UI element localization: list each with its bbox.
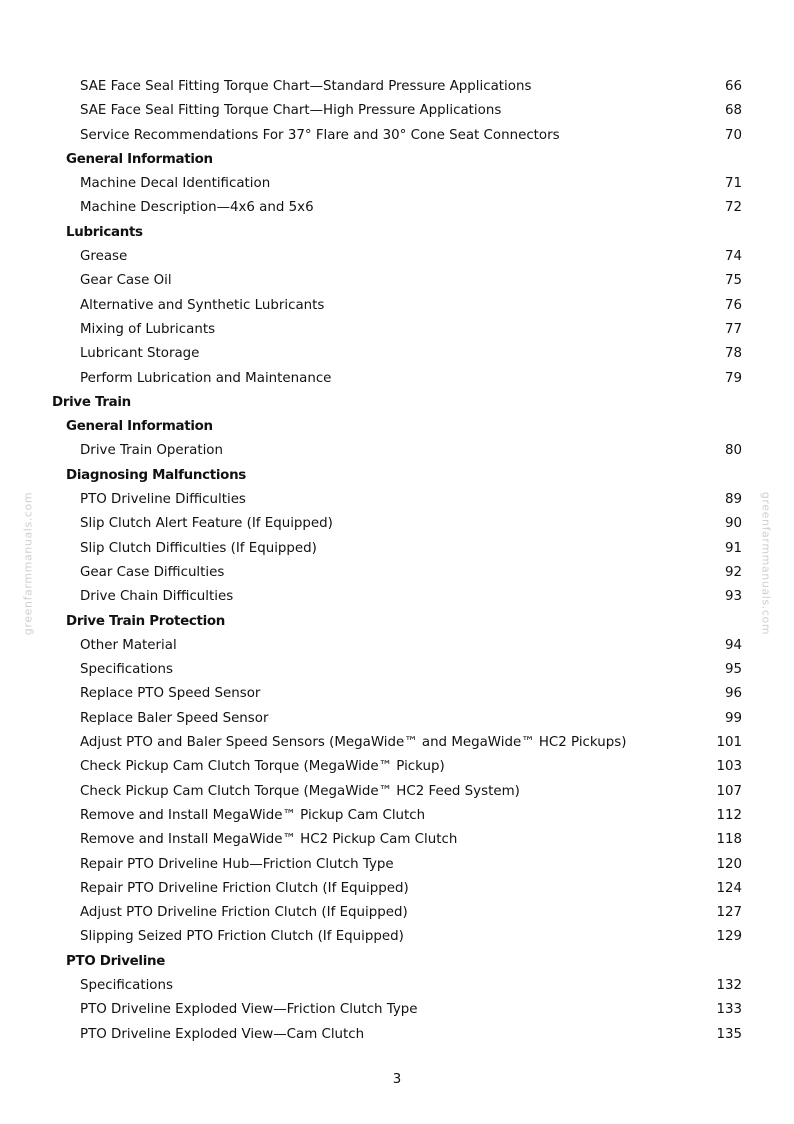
toc-entry-title: Drive Train: [52, 394, 131, 410]
toc-entry[interactable]: [0, 658, 794, 682]
toc-chapter-heading: [0, 391, 794, 415]
toc-entry[interactable]: [0, 124, 794, 148]
toc-entry-title: General Information: [66, 419, 213, 435]
toc-entry-title: Grease: [80, 249, 128, 265]
toc-entry[interactable]: [0, 75, 794, 99]
toc-entry-page-number: 68: [724, 103, 742, 119]
toc-entry-title: Replace Baler Speed Sensor: [80, 710, 269, 726]
toc-entry-title: Remove and Install MegaWide™ Pickup Cam Clutch: [80, 807, 426, 823]
toc-entry[interactable]: [0, 367, 794, 391]
toc-entry-title: Other Material: [80, 637, 177, 653]
toc-section-heading: [0, 610, 794, 634]
toc-entry-page-number: 93: [724, 589, 742, 605]
toc-entry-page-number: 94: [724, 637, 742, 653]
toc-entry-title: Lubricant Storage: [80, 346, 200, 362]
toc-entry[interactable]: [0, 634, 794, 658]
toc-entry-page-number: 95: [724, 662, 742, 678]
page-number: 3: [392, 1072, 402, 1087]
toc-entry-title: Machine Decal Identification: [80, 176, 271, 192]
toc-entry-page-number: 72: [724, 200, 742, 216]
toc-entry-page-number: 79: [724, 370, 742, 386]
toc-entry[interactable]: [0, 585, 794, 609]
toc-entry[interactable]: [0, 731, 794, 755]
toc-section-heading: [0, 415, 794, 439]
toc-section-heading: [0, 464, 794, 488]
toc-entry-title: Drive Train Operation: [80, 443, 223, 459]
toc-entry-title: Lubricants: [66, 224, 143, 240]
toc-entry[interactable]: [0, 172, 794, 196]
toc-entry[interactable]: [0, 294, 794, 318]
toc-entry-title: Drive Chain Difficulties: [80, 589, 234, 605]
toc-entry-page-number: 70: [724, 127, 742, 143]
watermark-right: greenfarmmanuals.com: [759, 491, 773, 636]
toc-entry-title: General Information: [66, 151, 213, 167]
toc-entry[interactable]: [0, 755, 794, 779]
toc-entry-title: Service Recommendations For 37° Flare and 30° Cone Seat Connectors: [80, 127, 560, 143]
toc-entry-title: Mixing of Lubricants: [80, 321, 216, 337]
toc-entry-page-number: 103: [716, 759, 742, 775]
toc-entry-title: Repair PTO Driveline Friction Clutch (If Equipped): [80, 880, 409, 896]
toc-entry-page-number: 96: [724, 686, 742, 702]
toc-entry-title: Perform Lubrication and Maintenance: [80, 370, 332, 386]
toc-entry[interactable]: [0, 561, 794, 585]
toc-entry[interactable]: [0, 804, 794, 828]
toc-entry[interactable]: [0, 853, 794, 877]
toc-entry-page-number: 91: [724, 540, 742, 556]
toc-entry-title: Gear Case Oil: [80, 273, 172, 289]
toc-section-heading: [0, 221, 794, 245]
toc-entry[interactable]: [0, 537, 794, 561]
toc-entry-page-number: 89: [724, 492, 742, 508]
toc-entry-title: PTO Driveline: [66, 953, 166, 969]
toc-entry-title: Check Pickup Cam Clutch Torque (MegaWide™ HC2 Feed System): [80, 783, 520, 799]
toc-entry[interactable]: [0, 780, 794, 804]
toc-entry-title: Adjust PTO Driveline Friction Clutch (If Equipped): [80, 905, 408, 921]
toc-entry-page-number: 129: [716, 929, 742, 945]
toc-entry[interactable]: [0, 877, 794, 901]
toc-entry[interactable]: [0, 828, 794, 852]
toc-entry-page-number: 124: [716, 880, 742, 896]
toc-entry[interactable]: [0, 342, 794, 366]
toc-entry[interactable]: [0, 925, 794, 949]
toc-entry[interactable]: [0, 901, 794, 925]
toc-entry[interactable]: [0, 1023, 794, 1047]
toc-entry-title: Diagnosing Malfunctions: [66, 467, 246, 483]
toc-entry-page-number: 77: [724, 321, 742, 337]
toc-entry[interactable]: [0, 269, 794, 293]
toc-entry-title: Check Pickup Cam Clutch Torque (MegaWide™ Pickup): [80, 759, 445, 775]
toc-entry-page-number: 101: [716, 735, 742, 751]
toc-entry-title: PTO Driveline Exploded View—Friction Clutch Type: [80, 1002, 418, 1018]
toc-entry[interactable]: [0, 682, 794, 706]
toc-entry-title: Alternative and Synthetic Lubricants: [80, 297, 325, 313]
toc-entry-page-number: 133: [716, 1002, 742, 1018]
toc-entry-title: SAE Face Seal Fitting Torque Chart—Standard Pressure Applications: [80, 79, 532, 94]
toc-entry-page-number: 135: [716, 1026, 742, 1042]
toc-entry-page-number: 76: [724, 297, 742, 313]
toc-entry[interactable]: [0, 439, 794, 463]
toc-entry-title: Slipping Seized PTO Friction Clutch (If Equipped): [80, 929, 404, 945]
toc-entry-title: Remove and Install MegaWide™ HC2 Pickup Cam Clutch: [80, 832, 458, 848]
toc-entry-page-number: 132: [716, 977, 742, 993]
toc-entry[interactable]: [0, 196, 794, 220]
toc-entry-page-number: 75: [724, 273, 742, 289]
toc-entry-title: Specifications: [80, 662, 173, 678]
toc-entry-page-number: 118: [716, 832, 742, 848]
toc-entry-page-number: 80: [724, 443, 742, 459]
toc-entry-title: Drive Train Protection: [66, 613, 226, 629]
toc-entry-title: SAE Face Seal Fitting Torque Chart—High Pressure Applications: [80, 103, 502, 119]
toc-entry-page-number: 71: [724, 176, 742, 192]
toc-entry-page-number: 90: [724, 516, 742, 532]
toc-entry[interactable]: [0, 488, 794, 512]
toc-section-heading: [0, 950, 794, 974]
toc-entry-title: PTO Driveline Difficulties: [80, 492, 246, 508]
toc-entry-page-number: 66: [724, 79, 742, 94]
toc-entry-title: Replace PTO Speed Sensor: [80, 686, 261, 702]
toc-entry[interactable]: [0, 998, 794, 1022]
toc-entry-page-number: 92: [724, 564, 742, 580]
toc-entry[interactable]: [0, 512, 794, 536]
toc-entry[interactable]: [0, 974, 794, 998]
toc-entry-page-number: 74: [724, 249, 742, 265]
toc-entry[interactable]: [0, 318, 794, 342]
toc-entry-page-number: 120: [716, 856, 742, 872]
toc-entry-title: Slip Clutch Difficulties (If Equipped): [80, 540, 317, 556]
toc-entry-title: PTO Driveline Exploded View—Cam Clutch: [80, 1026, 365, 1042]
toc-entry-title: Adjust PTO and Baler Speed Sensors (MegaWide™ and MegaWide™ HC2 Pickups): [80, 735, 627, 751]
toc-entry-page-number: 107: [716, 783, 742, 799]
toc-entry-title: Slip Clutch Alert Feature (If Equipped): [80, 516, 333, 532]
toc-entry-title: Machine Description—4x6 and 5x6: [80, 200, 314, 216]
watermark-left: greenfarmmanuals.com: [21, 491, 35, 636]
toc-section-heading: [0, 148, 794, 172]
toc-entry-page-number: 112: [716, 807, 742, 823]
toc-entry-page-number: 78: [724, 346, 742, 362]
toc-entry[interactable]: [0, 245, 794, 269]
toc-entry-page-number: 99: [724, 710, 742, 726]
toc-entry-title: Gear Case Difficulties: [80, 564, 225, 580]
table-of-contents: [0, 75, 794, 1047]
toc-entry[interactable]: [0, 99, 794, 123]
toc-entry-title: Specifications: [80, 977, 173, 993]
toc-entry-page-number: 127: [716, 905, 742, 921]
toc-entry-title: Repair PTO Driveline Hub—Friction Clutch Type: [80, 856, 394, 872]
toc-entry[interactable]: [0, 707, 794, 731]
